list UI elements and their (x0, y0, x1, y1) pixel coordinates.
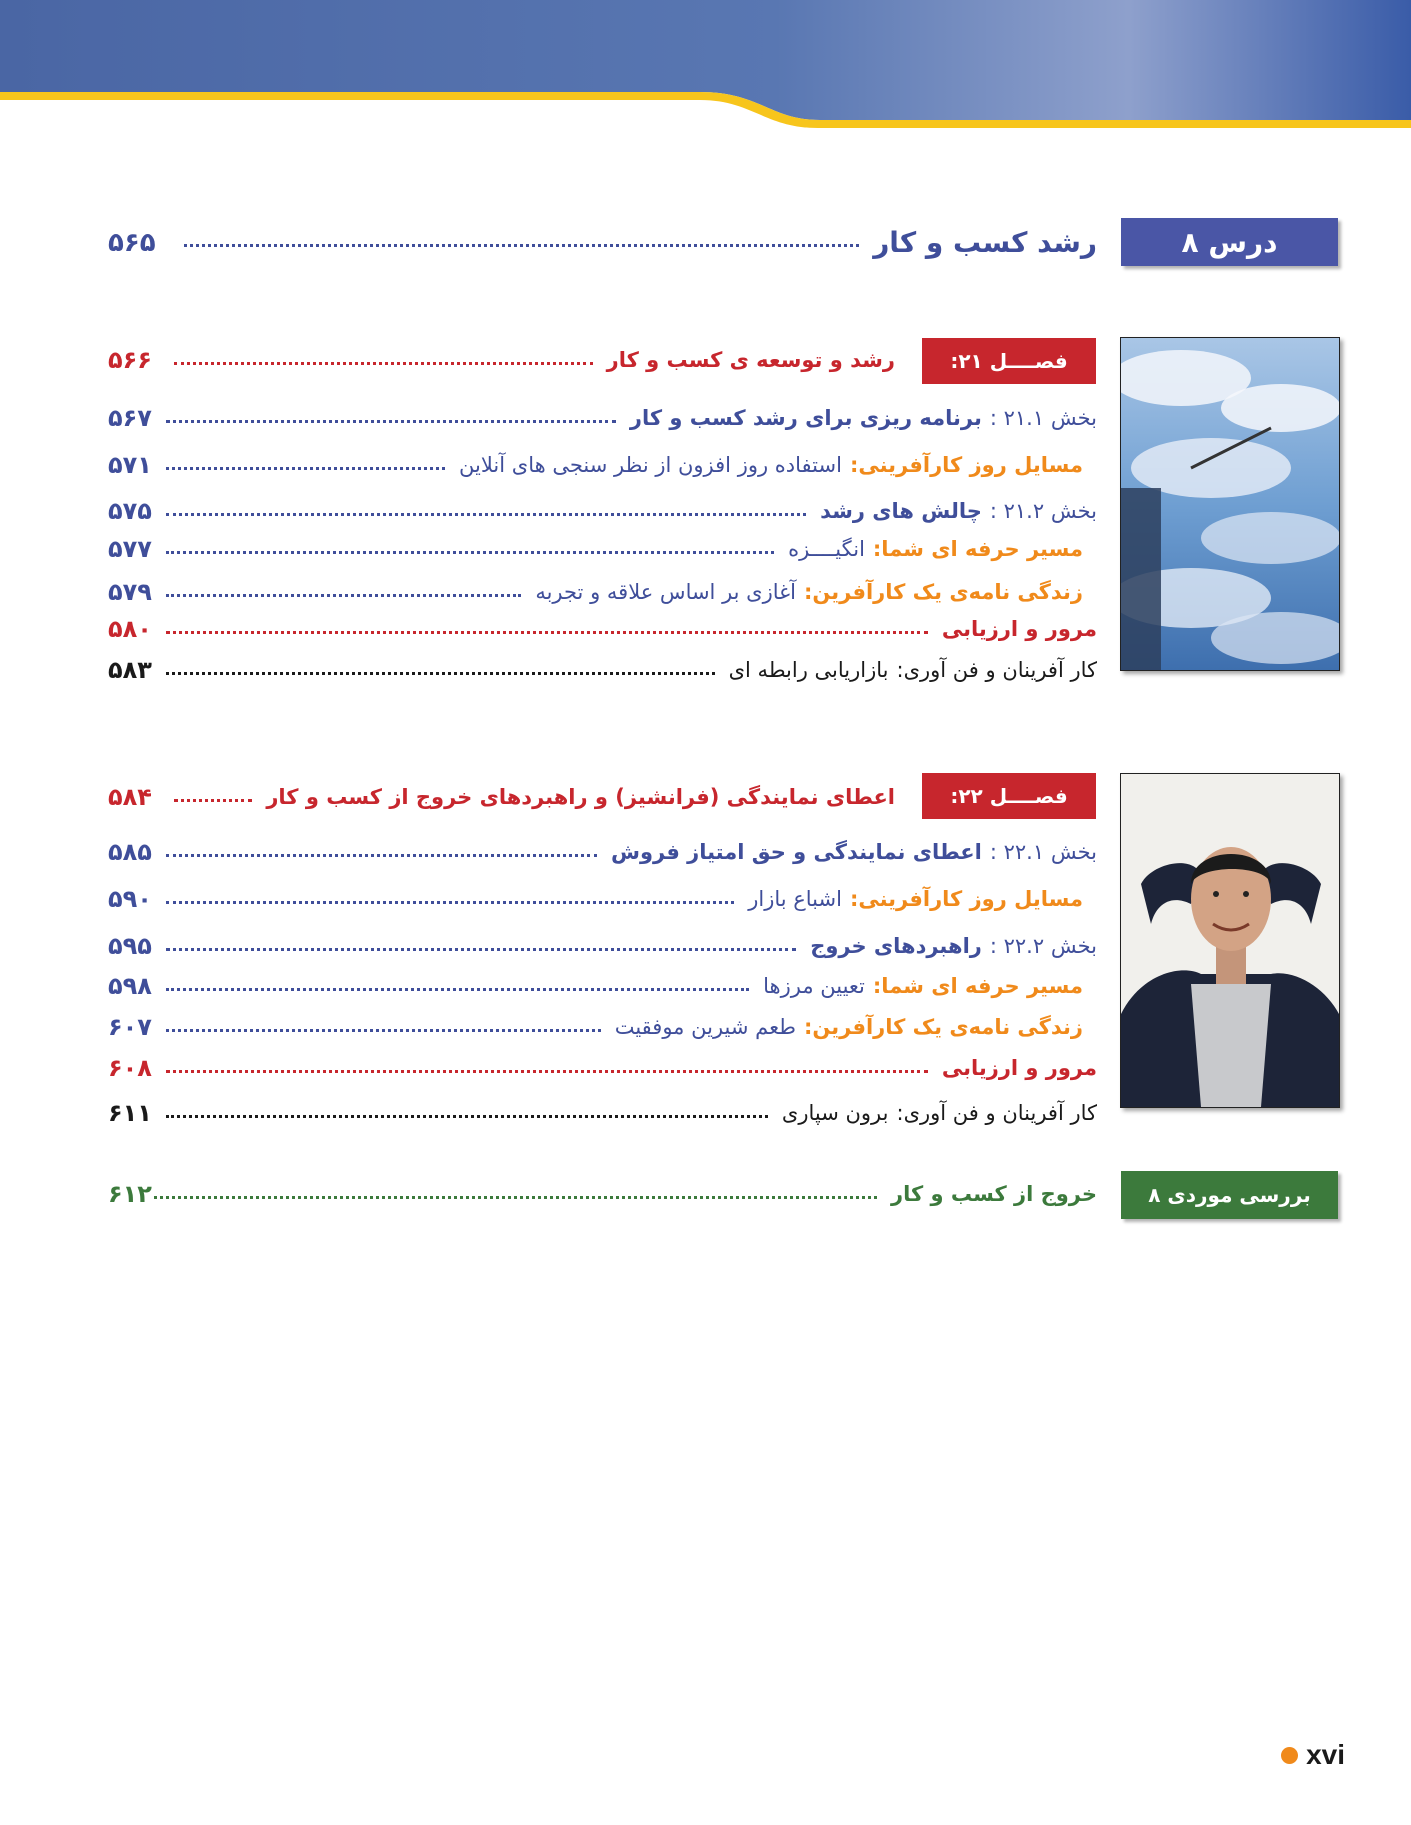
entry-page: ۵۷۹ (108, 578, 152, 606)
leader-dots (166, 1070, 928, 1073)
case-study-row[interactable] (108, 1180, 1097, 1208)
entry-page: ۵۹۸ (108, 972, 152, 1000)
entry-prefix: مسیر حرفه ای شما: (872, 974, 1083, 998)
toc-entry[interactable] (108, 838, 1097, 866)
leader-dots (166, 948, 796, 951)
leader-dots (166, 672, 715, 675)
toc-entry[interactable] (108, 885, 1083, 913)
entry-prefix: زندگی نامه‌ی یک کارآفرین: (803, 580, 1083, 604)
entry-page: ۵۸۰ (108, 615, 152, 643)
entry-prefix: بخش ۲۲.۱ : (989, 840, 1097, 864)
entry-page: ۵۶۷ (108, 404, 152, 432)
leader-dots (166, 594, 521, 597)
lesson-page: ۵۶۵ (108, 227, 156, 258)
toc-entry[interactable] (108, 1099, 1097, 1127)
toc-entry-review[interactable] (108, 1054, 1097, 1082)
toc-entry[interactable] (108, 578, 1083, 606)
chapter21-badge-label: فصــــل ۲۱: (950, 349, 1068, 373)
entry-prefix: بخش ۲۱.۲ : (989, 499, 1097, 523)
entry-text: تعیین مرزها (763, 974, 865, 998)
toc-entry[interactable] (108, 404, 1097, 432)
leader-dots (166, 1115, 768, 1118)
entry-text: چالش های رشد (820, 499, 982, 523)
entry-text: استفاده روز افزون از نظر سنجی های آنلاین (459, 453, 842, 477)
page-number: xvi (1306, 1739, 1345, 1770)
lesson-row[interactable] (108, 226, 1097, 259)
entry-page: ۶۱۱ (108, 1099, 152, 1127)
leader-dots (154, 1196, 877, 1199)
entry-page: ۵۸۵ (108, 838, 152, 866)
entry-text: راهبردهای خروج (810, 934, 982, 958)
toc-entry[interactable] (108, 656, 1097, 684)
leader-dots (166, 420, 616, 423)
entry-page: ۵۹۵ (108, 932, 152, 960)
toc-entry[interactable] (108, 497, 1097, 525)
footer-page-indicator (1281, 1739, 1345, 1771)
leader-dots (166, 901, 734, 904)
entry-text: برنامه ریزی برای رشد کسب و کار (629, 406, 982, 430)
entry-page: ۵۹۰ (108, 885, 152, 913)
entry-text: آغازی بر اساس علاقه و تجربه (535, 580, 796, 604)
leader-dots (166, 551, 774, 554)
leader-dots (166, 854, 597, 857)
portrait-photo (1120, 773, 1340, 1108)
entry-page: ۵۷۵ (108, 497, 152, 525)
case-study-badge-label: بررسی موردی ۸ (1148, 1183, 1311, 1207)
lesson-badge (1121, 218, 1338, 266)
case-study-title: خروج از کسب و کار (891, 1182, 1097, 1206)
chapter21-title-row[interactable] (108, 346, 895, 374)
leader-dots (166, 988, 749, 991)
chapter22-title: اعطای نمایندگی (فرانشیز) و راهبردهای خروج از کسب و کار (266, 785, 895, 809)
chapter22-badge-label: فصــــل ۲۲: (950, 784, 1068, 808)
toc-entry[interactable] (108, 451, 1083, 479)
orange-dot-icon (1281, 1747, 1298, 1764)
case-study-badge (1121, 1171, 1338, 1219)
entry-page: ۶۰۷ (108, 1013, 152, 1041)
leader-dots (166, 631, 928, 634)
chapter21-badge (922, 338, 1096, 384)
leader-dots (174, 362, 593, 365)
entry-page: ۶۰۸ (108, 1054, 152, 1082)
leader-dots (166, 513, 806, 516)
toc-entry[interactable] (108, 972, 1083, 1000)
chapter22-title-row[interactable] (108, 783, 895, 811)
toc-entry[interactable] (108, 535, 1083, 563)
leader-dots (174, 799, 252, 802)
entry-page: ۵۷۱ (108, 451, 152, 479)
entry-text: مرور و ارزیابی (941, 1056, 1097, 1080)
leader-dots (166, 467, 445, 470)
leader-dots (166, 1029, 601, 1032)
chapter22-page: ۵۸۴ (108, 783, 152, 811)
entry-page: ۵۷۷ (108, 535, 152, 563)
toc-entry[interactable] (108, 1013, 1083, 1041)
entry-prefix: کار آفرینان و فن آوری: (896, 1101, 1097, 1125)
case-study-page: ۶۱۲ (108, 1180, 152, 1208)
entry-text: اشباع بازار (748, 887, 842, 911)
lesson-title: رشد کسب و کار (873, 226, 1097, 259)
chapter21-page: ۵۶۶ (108, 346, 152, 374)
entry-prefix: مسایل روز کارآفرینی: (849, 887, 1083, 911)
toc-entry-review[interactable] (108, 615, 1097, 643)
entry-text: بازاریابی رابطه ای (728, 658, 889, 682)
entry-page: ۵۸۳ (108, 656, 152, 684)
skyscraper-photo (1120, 337, 1340, 671)
entry-prefix: کار آفرینان و فن آوری: (896, 658, 1097, 682)
entry-text: انگیــــزه (788, 537, 865, 561)
entry-prefix: بخش ۲۲.۲ : (989, 934, 1097, 958)
entry-text: مرور و ارزیابی (941, 617, 1097, 641)
entry-text: اعطای نمایندگی و حق امتیاز فروش (610, 840, 982, 864)
lesson-badge-label: درس ۸ (1181, 225, 1278, 259)
entry-text: طعم شیرین موفقیت (614, 1015, 796, 1039)
entry-prefix: مسیر حرفه ای شما: (872, 537, 1083, 561)
chapter21-title: رشد و توسعه ی کسب و کار (606, 348, 895, 372)
header-banner (0, 0, 1411, 150)
chapter22-badge (922, 773, 1096, 819)
leader-dots (184, 244, 860, 247)
entry-prefix: مسایل روز کارآفرینی: (849, 453, 1083, 477)
entry-prefix: زندگی نامه‌ی یک کارآفرین: (803, 1015, 1083, 1039)
entry-prefix: بخش ۲۱.۱ : (989, 406, 1097, 430)
toc-entry[interactable] (108, 932, 1097, 960)
entry-text: برون سپاری (781, 1101, 889, 1125)
